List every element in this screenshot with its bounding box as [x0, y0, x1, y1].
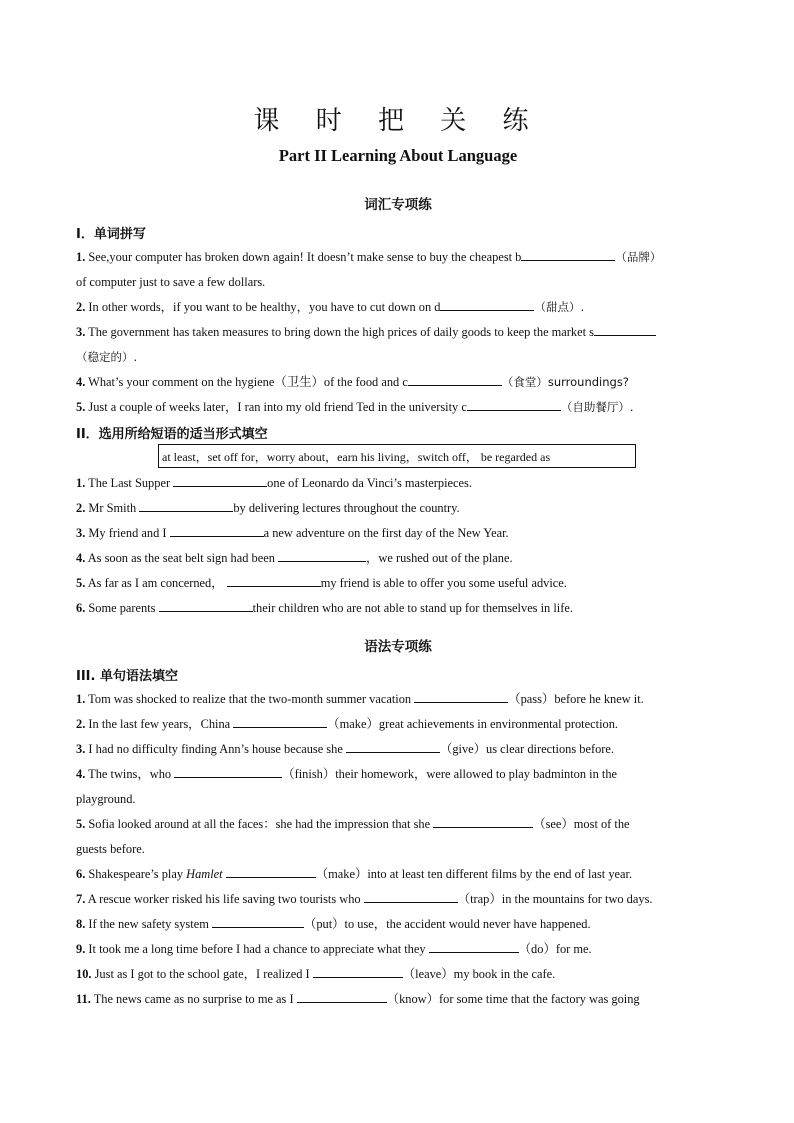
- item-text: It took me a long time before I had a chance to appreciate what they: [88, 942, 429, 956]
- item-text: My friend and I: [88, 526, 170, 540]
- item-text: Just a couple of weeks later，I ran into my old friend Ted in the university c: [88, 400, 467, 414]
- s3-item-4-cont: playground.: [76, 792, 136, 806]
- item-number: 2.: [76, 501, 86, 515]
- s3-item-9: [76, 940, 720, 958]
- item-hint: （食堂）surroundings?: [501, 375, 629, 389]
- item-number: 3.: [76, 526, 86, 540]
- item-text: their children who are not able to stand up for themselves in life.: [252, 601, 573, 615]
- answer-blank[interactable]: [408, 373, 502, 386]
- item-text: （make）great achievements in environmental protection.: [327, 717, 618, 731]
- item-number: 1.: [76, 476, 86, 490]
- item-text: Tom was shocked to realize that the two-month summer vacation: [88, 692, 415, 706]
- item-number: 2.: [76, 300, 86, 314]
- answer-blank[interactable]: [346, 740, 440, 753]
- s3-item-3: [76, 740, 720, 758]
- item-number: 6.: [76, 601, 86, 615]
- item-text: If the new safety system: [88, 917, 212, 931]
- item-text: The news came as no surprise to me as I: [93, 992, 297, 1006]
- s2-item-5: [76, 574, 720, 592]
- s3-item-8: [76, 915, 720, 933]
- item-text: What’s your comment on the hygiene（卫生）of the food and c: [88, 375, 408, 389]
- item-text: （pass）before he knew it.: [508, 692, 644, 706]
- item-number: 2.: [76, 717, 86, 731]
- item-hint: （品牌）: [615, 250, 662, 264]
- part-title: Part II Learning About Language: [278, 146, 518, 165]
- item-text: （finish）their homework，were allowed to play badminton in the: [282, 767, 618, 781]
- item-text: Mr Smith: [88, 501, 140, 515]
- section1-label: I．单词拼写: [76, 227, 146, 242]
- item-number: 3.: [76, 325, 86, 339]
- answer-blank[interactable]: [364, 890, 458, 903]
- item-text: my friend is able to offer you some useful advice.: [320, 576, 567, 590]
- answer-blank[interactable]: [227, 574, 321, 587]
- answer-blank[interactable]: [212, 915, 304, 928]
- answer-blank[interactable]: [174, 765, 282, 778]
- item-text: Sofia looked around at all the faces：she had the impression that she: [88, 817, 434, 831]
- item-text: a new adventure on the first day of the New Year.: [263, 526, 509, 540]
- section2-label: II．选用所给短语的适当形式填空: [76, 427, 268, 442]
- item-text: （see）most of the: [533, 817, 630, 831]
- item-number: 1.: [76, 692, 86, 706]
- item-number: 11.: [76, 992, 91, 1006]
- item-number: 5.: [76, 400, 86, 414]
- s1-item-3-cont: （稳定的）.: [76, 350, 138, 364]
- answer-blank[interactable]: [226, 865, 316, 878]
- item-text: ，we rushed out of the plane.: [366, 551, 513, 565]
- item-number: 7.: [76, 892, 86, 906]
- s3-item-4: [76, 765, 720, 783]
- item-number: 4.: [76, 767, 86, 781]
- item-hint: （甜点）.: [534, 300, 585, 314]
- page-title: 课 时 把 关 练: [253, 106, 543, 136]
- s3-item-6: [76, 865, 720, 883]
- item-text: Some parents: [88, 601, 159, 615]
- s1-item-1: [76, 248, 720, 266]
- s3-item-10: [76, 965, 720, 983]
- item-text: See,your computer has broken down again! It doesn’t make sense to buy the cheapest b: [88, 250, 522, 264]
- answer-blank[interactable]: [297, 990, 387, 1003]
- item-text: Shakespeare’s play: [88, 867, 187, 881]
- item-text: （leave）my book in the cafe.: [402, 967, 556, 981]
- item-text: I had no difficulty finding Ann’s house because she: [88, 742, 346, 756]
- s1-item-4: [76, 373, 720, 391]
- item-text: The twins，who: [88, 767, 175, 781]
- s1-item-2: [76, 298, 720, 316]
- s1-item-1-cont: of computer just to save a few dollars.: [76, 275, 266, 289]
- item-text: （make）into at least ten different films by the end of last year.: [315, 867, 633, 881]
- answer-blank[interactable]: [429, 940, 519, 953]
- item-text: （give）us clear directions before.: [439, 742, 615, 756]
- answer-blank[interactable]: [278, 549, 366, 562]
- answer-blank[interactable]: [521, 248, 615, 261]
- item-text: Just as I got to the school gate，I realized I: [94, 967, 313, 981]
- answer-blank[interactable]: [594, 323, 656, 336]
- grammar-heading: 语法专项练: [364, 639, 432, 655]
- item-text: As far as I am concerned，: [87, 576, 224, 590]
- s2-item-1: [76, 474, 720, 492]
- s3-item-1: [76, 690, 720, 708]
- item-number: 8.: [76, 917, 86, 931]
- answer-blank[interactable]: [233, 715, 327, 728]
- answer-blank[interactable]: [139, 499, 233, 512]
- item-text: by delivering lectures throughout the country.: [233, 501, 460, 515]
- answer-blank[interactable]: [440, 298, 534, 311]
- answer-blank[interactable]: [170, 524, 264, 537]
- item-text: The Last Supper: [88, 476, 174, 490]
- answer-blank[interactable]: [159, 599, 253, 612]
- item-number: 6.: [76, 867, 86, 881]
- s3-item-5: [76, 815, 720, 833]
- item-text: A rescue worker risked his life saving two tourists who: [87, 892, 364, 906]
- item-text: As soon as the seat belt sign had been: [87, 551, 279, 565]
- item-number: 5.: [76, 817, 86, 831]
- s3-item-2: [76, 715, 720, 733]
- vocab-heading: 词汇专项练: [364, 197, 432, 213]
- answer-blank[interactable]: [173, 474, 267, 487]
- item-text: （trap）in the mountains for two days.: [457, 892, 653, 906]
- item-number: 10.: [76, 967, 92, 981]
- s1-item-5: [76, 398, 720, 416]
- item-text: The government has taken measures to bring down the high prices of daily goods to keep the market s: [88, 325, 594, 339]
- s3-item-11: [76, 990, 720, 1008]
- item-number: 5.: [76, 576, 86, 590]
- answer-blank[interactable]: [414, 690, 508, 703]
- item-text: one of Leonardo da Vinci’s masterpieces.: [267, 476, 472, 490]
- answer-blank[interactable]: [467, 398, 561, 411]
- item-number: 4.: [76, 551, 86, 565]
- item-number: 4.: [76, 375, 86, 389]
- phrase-box: at least，set off for，worry about，earn his living，switch off， be regarded as: [158, 444, 636, 468]
- item-text: In the last few years，China: [88, 717, 234, 731]
- item-text: （do）for me.: [518, 942, 592, 956]
- s1-item-3: [76, 323, 720, 341]
- item-hint: （自助餐厅）.: [560, 400, 634, 414]
- item-text: （put）to use，the accident would never have happened.: [303, 917, 591, 931]
- s2-item-6: [76, 599, 720, 617]
- s2-item-2: [76, 499, 720, 517]
- item-number: 3.: [76, 742, 86, 756]
- answer-blank[interactable]: [313, 965, 403, 978]
- s2-item-4: [76, 549, 720, 567]
- s3-item-7: [76, 890, 720, 908]
- answer-blank[interactable]: [433, 815, 533, 828]
- item-text: In other words，if you want to be healthy，you have to cut down on d: [88, 300, 441, 314]
- play-title: Hamlet: [186, 867, 223, 881]
- section3-label: III. 单句语法填空: [76, 669, 178, 684]
- item-number: 1.: [76, 250, 86, 264]
- item-number: 9.: [76, 942, 86, 956]
- s3-item-5-cont: guests before.: [76, 842, 145, 856]
- s2-item-3: [76, 524, 720, 542]
- item-text: （know）for some time that the factory was going: [386, 992, 640, 1006]
